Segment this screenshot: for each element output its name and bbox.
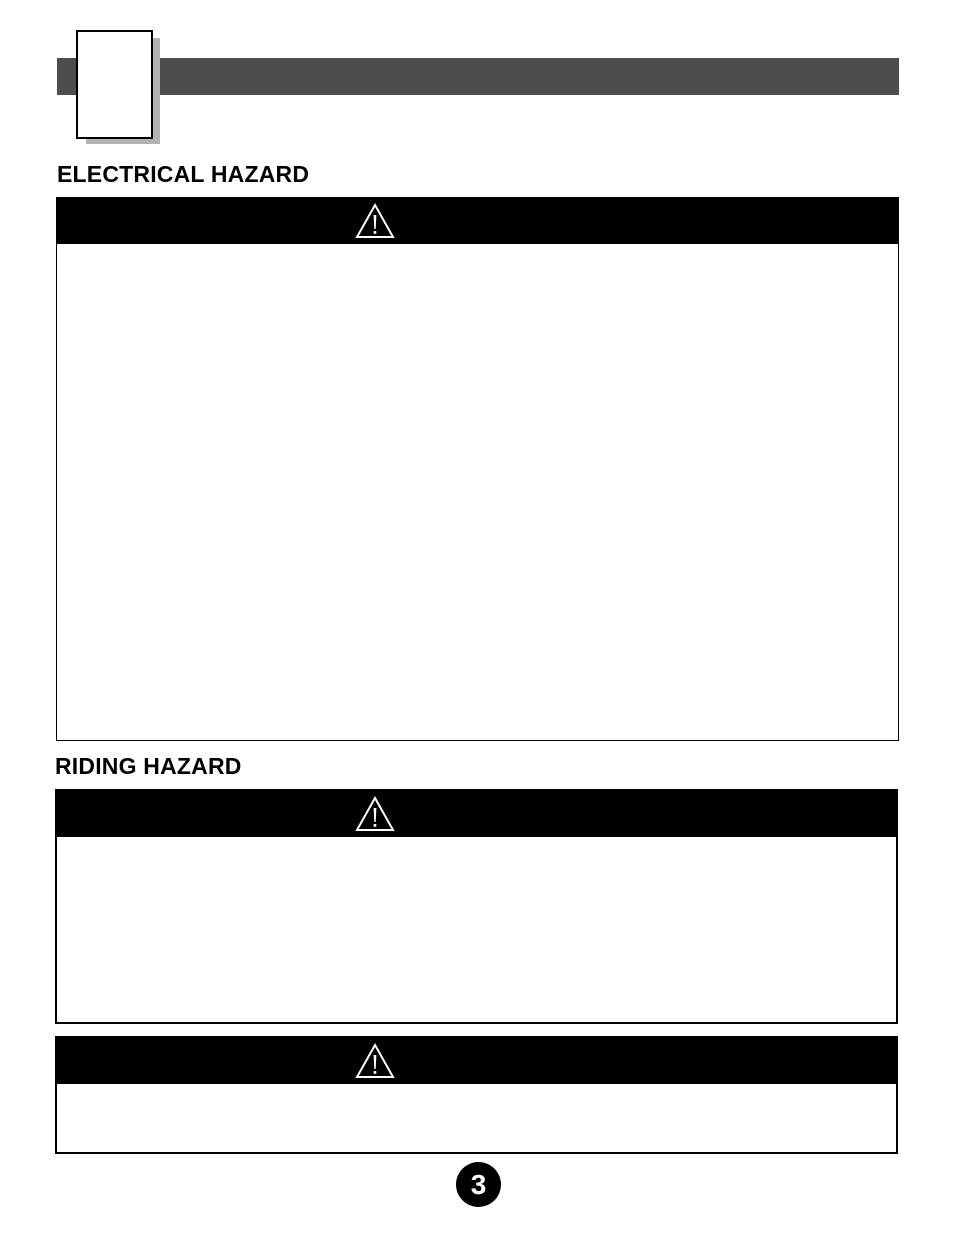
warning-header bbox=[57, 791, 896, 837]
electrical-hazard-warning-box bbox=[56, 197, 899, 741]
warning-triangle-icon bbox=[355, 796, 395, 832]
warning-header bbox=[57, 198, 898, 244]
warning-header bbox=[57, 1038, 896, 1084]
chapter-tab bbox=[76, 30, 153, 139]
page-number-badge: 3 bbox=[456, 1162, 501, 1207]
warning-triangle-icon bbox=[355, 1043, 395, 1079]
additional-warning-box bbox=[55, 1036, 898, 1154]
warning-body bbox=[57, 837, 896, 1022]
warning-body bbox=[57, 1084, 896, 1152]
warning-body bbox=[57, 244, 898, 740]
electrical-hazard-heading: ELECTRICAL HAZARD bbox=[57, 161, 310, 187]
riding-hazard-warning-box bbox=[55, 789, 898, 1024]
warning-triangle-icon bbox=[355, 203, 395, 239]
riding-hazard-heading: RIDING HAZARD bbox=[55, 753, 242, 779]
chapter-header-bar bbox=[57, 58, 899, 95]
